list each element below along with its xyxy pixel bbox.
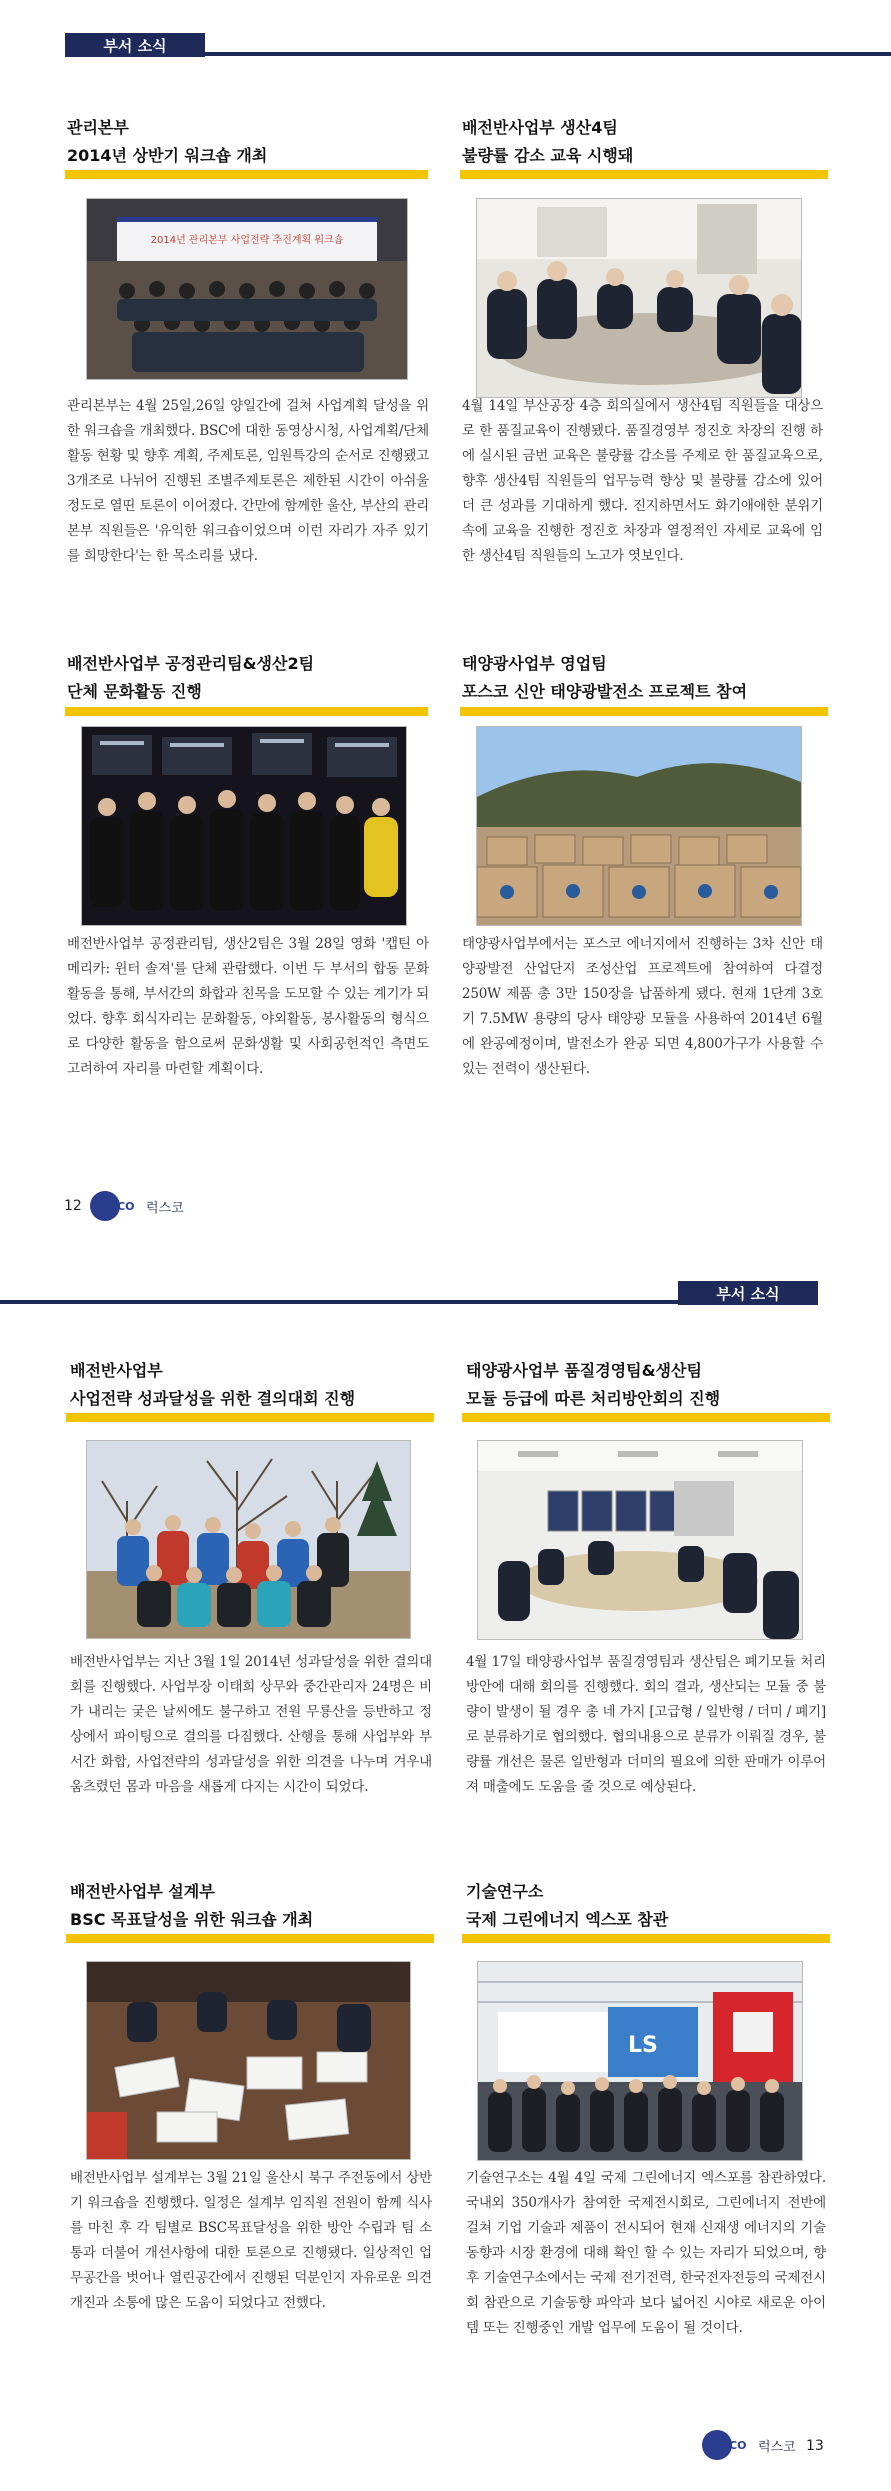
article-title: 단체 문화활동 진행: [67, 682, 202, 701]
article-title: 불량률 감소 교육 시행돼: [462, 146, 634, 165]
article-dept: 배전반사업부: [70, 1361, 163, 1380]
luxco-logo-icon: [700, 2428, 752, 2462]
sign-text: LS: [628, 2033, 658, 2058]
page-number: 12: [64, 1198, 82, 1214]
article-body: 4월 14일 부산공장 4층 회의실에서 생산4팀 직원들을 대상으로 한 품질교육이 진행됐다. 품질경영부 정진호 차장의 진행 하에 실시된 금번 교육은 불량률 감소를 주제로 한 품질교육으로, 향후 생산4팀 직원들의 업무능력 향상 및 불량률 감소에 있어 더 큰 성과를 기대하게 했다. 진지하면서도 화기애애한 분위기 속에 교육을 진행한 정진호 차장과 열정적인 자세로 교육에 임한 생산4팀 직원들의 노고가 엿보인다.: [462, 398, 823, 564]
title-underline: [462, 1934, 830, 1943]
brand-name: 럭스코: [146, 1200, 184, 1216]
title-underline: [460, 707, 828, 716]
article-body: 태양광사업부에서는 포스코 에너지에서 진행하는 3차 신안 태양광발전 산업단지 조성산업 프로젝트에 참여하여 다결정 250W 제품 총 3만 150장을 납품하게 됐다. 현재 1단계 3호기 7.5MW 용량의 당사 태양광 모듈을 사용하여 2014년 6월에 완공예정이며, 발전소가 완공 되면 4,800가구가 사용할 수 있는 전력이 생산된다.: [462, 936, 823, 1077]
article-dept: 관리본부: [67, 118, 129, 137]
article-dept: 배전반사업부 설계부: [70, 1882, 215, 1901]
title-underline: [65, 170, 428, 179]
article-photo: [86, 198, 408, 380]
article-title: 포스코 신안 태양광발전소 프로젝트 참여: [462, 682, 748, 701]
title-underline: [65, 707, 428, 716]
article-dept: 태양광사업부 영업팀: [462, 654, 607, 673]
article-dept: 태양광사업부 품질경영팀&생산팀: [466, 1361, 702, 1380]
article-title: 2014년 상반기 워크숍 개최: [67, 146, 268, 165]
section-label: 부서 소식: [65, 33, 205, 57]
article-body: 배전반사업부 공정관리팀, 생산2팀은 3월 28일 영화 '캡틴 아메리카: 윈터 솔져'를 단체 관람했다. 이번 두 부서의 합동 문화활동을 통해, 부서간의 화합과 친목을 도모할 수 있는 계기가 되었다. 향후 회식자리는 문화활동, 야외활동, 봉사활동의 형식으로 다양한 활동을 함으로써 문화생활 및 사회공헌적인 측면도 고려하여 자리를 마련할 계획이다.: [67, 936, 429, 1077]
article-body: 관리본부는 4월 25일,26일 양일간에 걸쳐 사업계획 달성을 위한 워크숍을 개최했다. BSC에 대한 동영상시청, 사업계획/단체활동 현황 및 향후 계획, 주제토론, 임원특강의 순서로 진행됐고 3개조로 나뉘어 진행된 조별주제토론은 제한된 시간이 아쉬울 정도로 열띤 토론이 이어졌다. 간만에 함께한 울산, 부산의 관리본부 직원들은 '유익한 워크숍이었으며 이런 자리가 자주 있기를 희망한다'는 한 목소리를 냈다.: [67, 398, 429, 564]
logo-text: LUXCO: [705, 2439, 747, 2452]
title-underline: [460, 170, 828, 179]
article-photo: [477, 1961, 803, 2161]
article-body: 배전반사업부는 지난 3월 1일 2014년 성과달성을 위한 결의대회를 진행했다. 사업부장 이태희 상무와 중간관리자 24명은 비가 내리는 궂은 날씨에도 불구하고 전원 무룡산을 등반하고 정상에서 파이팅으로 결의를 다짐했다. 산행을 통해 사업부와 부서간 화합, 사업전략의 성과달성을 위한 의견을 나누며 겨우내 움츠렸던 몸과 마음을 새롭게 다지는 시간이 되었다.: [70, 1654, 432, 1795]
article-dept: 배전반사업부 생산4팀: [462, 118, 618, 137]
article-photo: [86, 1961, 411, 2160]
article-title: 사업전략 성과달성을 위한 결의대회 진행: [70, 1389, 356, 1408]
article-body: 기술연구소는 4월 4일 국제 그린에너지 엑스포를 참관하였다. 국내외 350개사가 참여한 국제전시회로, 그린에너지 전반에 걸쳐 기업 기술과 제품이 전시되어 현재 신재생 에너지의 기술 동향과 시장 환경에 대해 확인 할 수 있는 자리가 되었으며, 향후 기술연구소에서는 국제 전기전력, 한국전자전등의 국제전시회 참관으로 기술동향 파악과 보다 넓어진 시야로 새로운 아이템 또는 진행중인 개발 업무에 도움이 될 것이다.: [466, 2170, 826, 2336]
brand-name: 럭스코: [758, 2439, 796, 2455]
article-photo: [476, 198, 802, 398]
article-body: 배전반사업부 설계부는 3월 21일 울산시 북구 주전동에서 상반기 워크숍을 진행했다. 일정은 설계부 임직원 전원이 함께 식사를 마친 후 각 팀별로 BSC목표달성을 위한 방안 수립과 팀 소통과 더불어 개선사항에 대한 토론으로 진행됐다. 일상적인 업무공간을 벗어나 열린공간에서 진행된 덕분인지 자유로운 의견개진과 소통에 많은 도움이 되었다고 전했다.: [70, 2170, 432, 2311]
article-dept: 기술연구소: [466, 1882, 544, 1901]
article-dept: 배전반사업부 공정관리팀&생산2팀: [67, 654, 315, 673]
luxco-logo-icon: [88, 1189, 140, 1223]
brand-logo: [700, 2428, 796, 2462]
title-underline: [66, 1413, 434, 1422]
article-photo: [477, 1440, 803, 1640]
page-number: 13: [806, 2438, 824, 2454]
article-body: 4월 17일 태양광사업부 품질경영팀과 생산팀은 폐기모듈 처리 방안에 대해 회의를 진행했다. 회의 결과, 생산되는 모듈 중 불량이 발생이 될 경우 총 네 가지 [고급형 / 일반형 / 더미 / 폐기]로 분류하기로 협의했다. 협의내용으로 분류가 이뤄질 경우, 불량률 개선은 물론 일반형과 더미의 필요에 의한 판매가 이루어져 매출에도 도움을 줄 것으로 예상된다.: [466, 1654, 826, 1795]
section-label: 부서 소식: [678, 1281, 818, 1305]
logo-text: LUXCO: [93, 1200, 135, 1213]
title-underline: [462, 1413, 830, 1422]
banner-text: 2014년 관리본부 사업전략 추진계획 워크숍: [150, 235, 344, 246]
brand-logo: [88, 1189, 184, 1223]
article-photo: [81, 726, 407, 926]
article-title: 국제 그린에너지 엑스포 참관: [466, 1910, 669, 1929]
article-photo: [476, 726, 802, 926]
title-underline: [66, 1934, 434, 1943]
article-title: 모듈 등급에 따른 처리방안회의 진행: [466, 1389, 721, 1408]
article-title: BSC 목표달성을 위한 워크숍 개최: [70, 1910, 314, 1929]
article-photo: [86, 1440, 411, 1639]
